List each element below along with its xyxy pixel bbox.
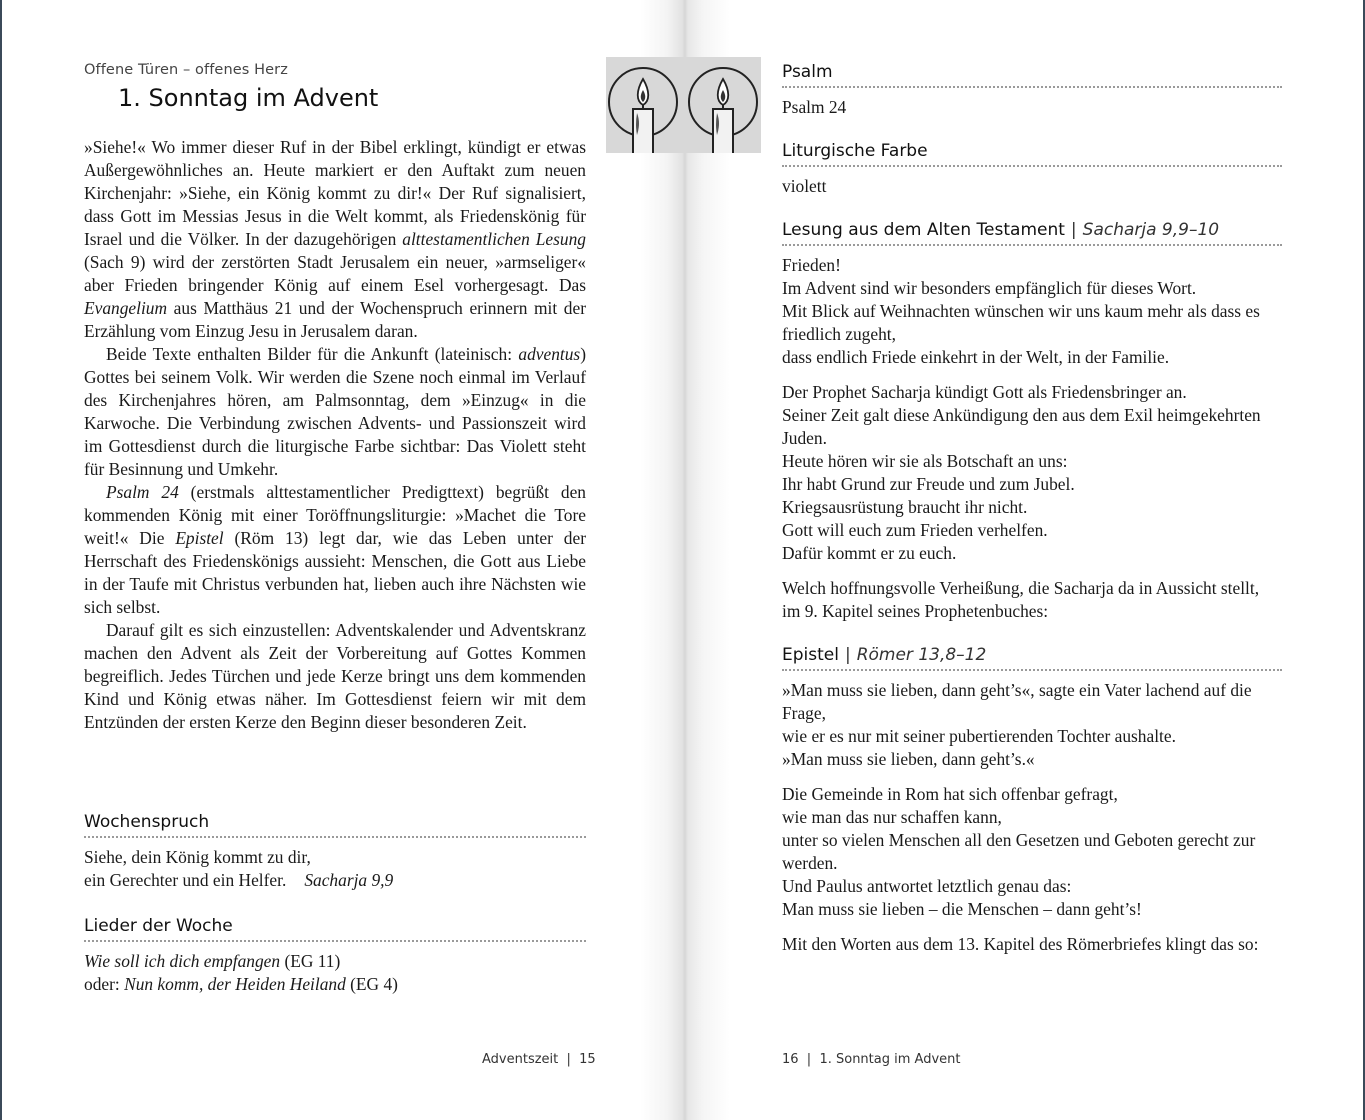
lesung-section: [782, 220, 1282, 623]
list-item: oder: Nun komm, der Heiden Heiland (EG 4): [84, 974, 398, 994]
paragraph-2: Beide Texte enthalten Bilder für die Ankunft (lateinisch: adventus) Gottes bei seinem Volk. Wir werden die Szene noch einmal im Verlauf des Kirchenjahres hören, am Palmsonntag, dem »Einzug« in die Karwoche. Die Verbindung zwischen Advents- und Passionszeit wird im Gottesdienst durch die liturgische Farbe sichtbar: Das Violett steht für Besinnung und Umkehr.: [84, 344, 586, 479]
list-item: Wie soll ich dich empfangen (EG 11): [84, 951, 341, 971]
stanza: Frieden! Im Advent sind wir besonders empfänglich für dieses Wort. Mit Blick auf Weihnachten wünschen wir uns kaum mehr als dass es friedlich zugeht, dass endlich Friede einkehrt in der Welt, in der Familie.: [782, 255, 1260, 367]
page-title: 1. Sonntag im Advent: [118, 84, 379, 112]
epistel-section: [782, 645, 1282, 956]
lieder-section: [84, 916, 586, 996]
wochenspruch-ref: Sacharja 9,9: [304, 870, 394, 890]
book-gutter: [640, 0, 730, 1120]
page-footer-right: 16 | 1. Sonntag im Advent: [782, 1052, 961, 1067]
farbe-text: violett: [782, 176, 827, 196]
stanza: Welch hoffnungsvolle Verheißung, die Sacharja da in Aussicht stellt, im 9. Kapitel seines Prophetenbuches:: [782, 578, 1260, 621]
epistel-text: [782, 679, 1282, 956]
chapter-kicker: Offene Türen – offenes Herz: [84, 62, 288, 78]
psalm-section: [782, 62, 1282, 119]
stanza: Der Prophet Sacharja kündigt Gott als Friedensbringer an. Seiner Zeit galt diese Ankündigung den aus dem Exil heimgekehrten Juden. Heute hören wir sie als Botschaft an uns: Ihr habt Grund zur Freude und zum Jubel. Kriegsausrüstung braucht ihr nicht. Gott will euch zum Frieden verhelfen. Dafür kommt er zu euch.: [782, 382, 1261, 563]
page-edge-left: [0, 0, 2, 1120]
paragraph-3: Psalm 24 (erstmals alttestamentlicher Predigttext) begrüßt den kommenden König mit einer Toröffnungsliturgie: »Machet die Tore weit!« Die Epistel (Röm 13) legt dar, wie das Leben unter der Herrschaft des Friedenskönigs aussieht: Menschen, die Gott aus Liebe in der Taufe mit Christus verbunden hat, lieben auch ihre Nächsten wie sich selbst.: [84, 482, 586, 617]
wochenspruch-section: [84, 812, 586, 892]
stanza: »Man muss sie lieben, dann geht’s«, sagte ein Vater lachend auf die Frage, wie er es nur mit seiner pubertierenden Tochter aushalte. »Man muss sie lieben, dann geht’s.«: [782, 680, 1252, 769]
psalm-heading: Psalm: [782, 62, 1282, 88]
wochenspruch-text: Siehe, dein König kommt zu dir, ein Gerechter und ein Helfer. Sacharja 9,9: [84, 847, 394, 890]
lesung-text: [782, 254, 1282, 623]
paragraph-1: »Siehe!« Wo immer dieser Ruf in der Bibel erklingt, kündigt er etwas Außergewöhnliches an. Heute markiert er den Auftakt zum neuen Kirchenjahr: »Siehe, ein König kommt zu dir!« Der Ruf signalisiert, dass Gott im Messias Jesus in die Welt kommt, als Friedenskönig für Israel und die Völker. In der dazugehörigen alttestamentlichen Lesung (Sach 9) wird der zerstörten Stadt Jerusalem ein neuer, »armseliger« aber Frieden bringender König auf einem Esel vorhergesagt. Das Evangelium aus Matthäus 21 und der Wochenspruch erinnern mit der Erzählung vom Einzug Jesu in Jerusalem daran.: [84, 137, 586, 341]
intro-text: [84, 136, 586, 734]
paragraph-4: Darauf gilt es sich einzustellen: Adventskalender und Adventskranz machen den Advent als Zeit der Vorbereitung auf Gottes Kommen begreiflich. Jedes Türchen und jede Kerze bringt uns dem kommenden Kind und König etwas näher. Im Gottesdienst feiern wir mit dem Entzünden der ersten Kerze den Beginn dieser besonderen Zeit.: [84, 620, 586, 732]
farbe-section: [782, 141, 1282, 198]
epistel-ref: Römer 13,8–12: [856, 645, 987, 665]
stanza: Mit den Worten aus dem 13. Kapitel des Römerbriefes klingt das so:: [782, 934, 1259, 954]
lesung-ref: Sacharja 9,9–10: [1082, 220, 1220, 240]
farbe-heading: Liturgische Farbe: [782, 141, 1282, 167]
candles-illustration: [606, 57, 761, 153]
epistel-heading: Epistel | Römer 13,8–12: [782, 645, 1282, 671]
candle-icon: [606, 57, 761, 153]
stanza: Die Gemeinde in Rom hat sich offenbar gefragt, wie man das nur schaffen kann, unter so vielen Menschen all den Gesetzen und Geboten gerecht zur werden. Und Paulus antwortet letztlich genau das: Man muss sie lieben – die Menschen – dann geht’s!: [782, 784, 1256, 919]
left-page: [84, 62, 586, 734]
wochenspruch-heading: Wochenspruch: [84, 812, 586, 838]
right-page: [782, 62, 1282, 956]
psalm-text: Psalm 24: [782, 97, 847, 117]
page-footer-left: Adventszeit | 15: [482, 1052, 596, 1067]
lieder-list: [84, 950, 586, 996]
lieder-heading: Lieder der Woche: [84, 916, 586, 942]
lesung-heading: Lesung aus dem Alten Testament | Sacharja 9,9–10: [782, 220, 1282, 246]
